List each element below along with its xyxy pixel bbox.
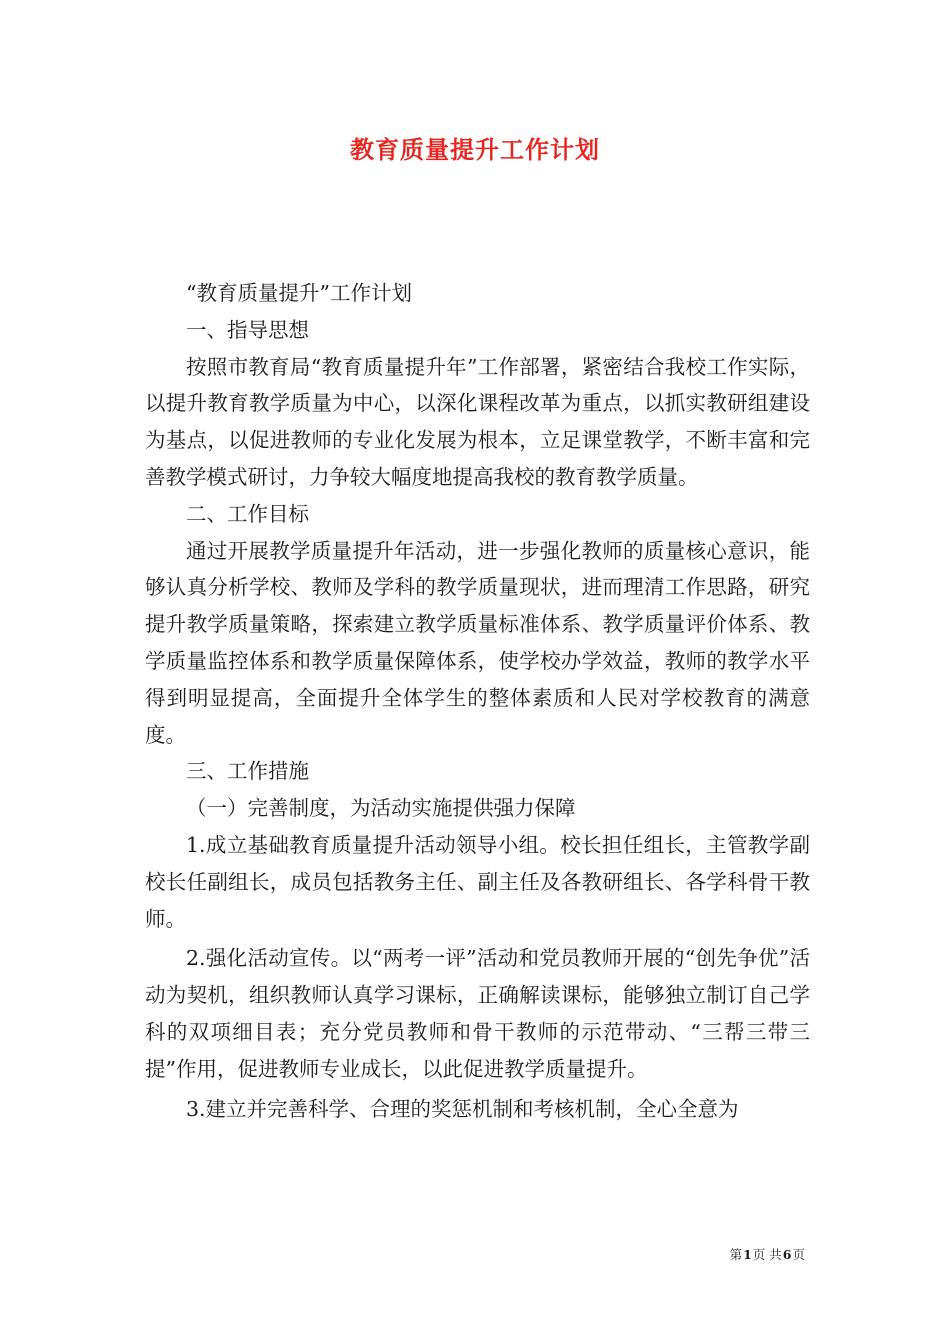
page-number-footer	[730, 1246, 805, 1264]
footer-suffix: 页	[792, 1247, 805, 1262]
footer-prefix: 第	[729, 1247, 743, 1262]
footer-middle: 页 共	[752, 1247, 782, 1262]
list-item-leadership-group: 1.成立基础教育质量提升活动领导小组。校长担任组长，主管教学副校长任副组长，成员包括教务主任、副主任及各教研组长、各学科骨干教师。	[145, 832, 810, 931]
document-title: 教育质量提升工作计划	[350, 135, 600, 164]
section-heading-guiding-ideology: 一、指导思想	[186, 317, 309, 342]
list-item-reward-mechanism: 3.建立并完善科学、合理的奖惩机制和考核机制，全心全意为	[186, 1096, 739, 1121]
list-item-publicity: 2.强化活动宣传。以“两考一评”活动和党员教师开展的“创先争优”活动为契机，组织教师认真学习课标，正确解读课标，能够独立制订自己学科的双项细目表；充分党员教师和骨干教师的示范带动、“三帮三带三提”作用，促进教师专业成长，以此促进教学质量提升。	[145, 946, 810, 1081]
document-subtitle: “教育质量提升”工作计划	[186, 281, 412, 305]
section-heading-work-measures: 三、工作措施	[186, 759, 309, 784]
footer-total-pages: 6	[782, 1247, 792, 1262]
subsection-heading-improve-system: （一）完善制度，为活动实施提供强力保障	[186, 796, 576, 821]
document-body	[145, 275, 810, 1127]
footer-current-page: 1	[743, 1247, 752, 1262]
paragraph-work-goals: 通过开展教学质量提升年活动，进一步强化教师的质量核心意识，能够认真分析学校、教师及学科的教学质量现状，进而理清工作思路，研究提升教学质量策略，探索建立教学质量标准体系、教学质量评价体系、教学质量监控体系和教学质量保障体系，使学校办学效益，教师的教学水平得到明显提高，全面提升全体学生的整体素质和人民对学校教育的满意度。	[145, 538, 810, 747]
paragraph-guiding-ideology: 按照市教育局“教育质量提升年”工作部署，紧密结合我校工作实际，以提升教育教学质量为中心，以深化课程改革为重点，以抓实教研组建设为基点，以促进教师的专业化发展为根本，立足课堂教学，不断丰富和完善教学模式研讨，力争较大幅度地提高我校的教育教学质量。	[145, 354, 810, 489]
section-heading-work-goals: 二、工作目标	[186, 501, 309, 526]
